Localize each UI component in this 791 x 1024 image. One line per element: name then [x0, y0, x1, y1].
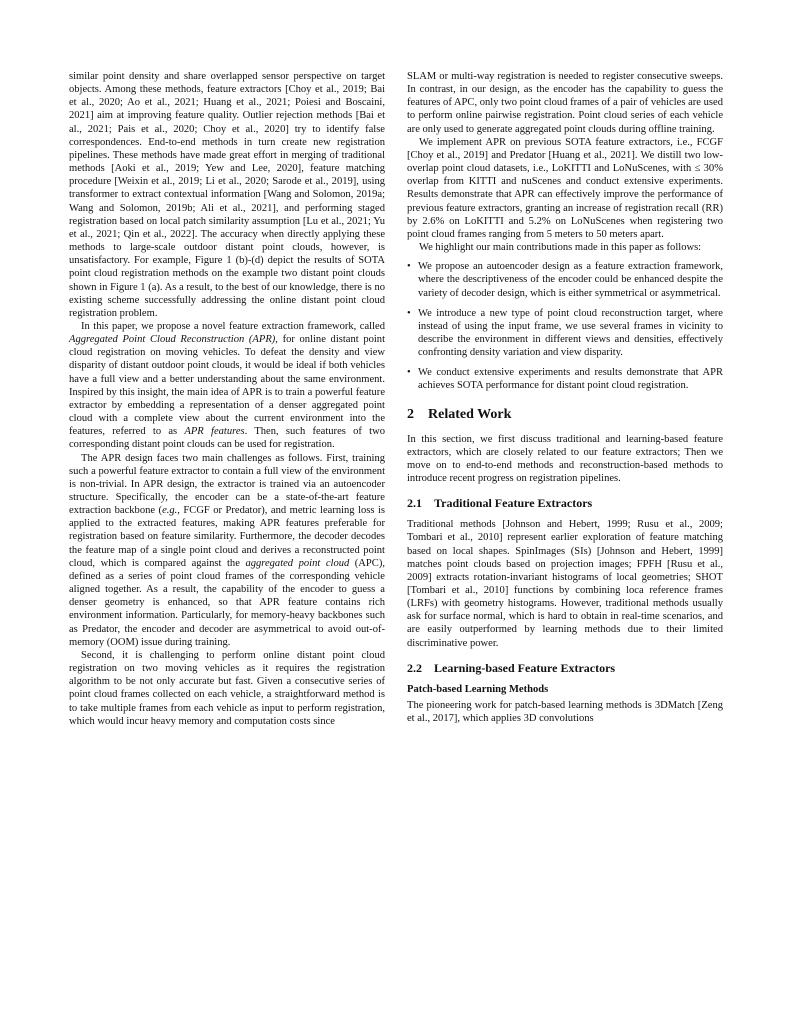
subsection-title: Traditional Feature Extractors [434, 496, 593, 511]
right-column [407, 70, 723, 725]
subsection-number: 2.1 [407, 496, 422, 511]
section-number: 2 [407, 406, 414, 422]
list-item [407, 260, 723, 299]
left-paragraph-2 [69, 320, 385, 452]
right-paragraph-3: We highlight our main contributions made in this paper as follows: [419, 242, 702, 254]
contributions-list [407, 260, 723, 392]
bullet-icon: • [407, 367, 411, 379]
text-run: The APR design faces two main challenges as follows. First, training such a powerful feature extractor to contain a full view of the environment is non-trivial. In APR design, the extractor is trained via an autoencoder structure. Specifically, the encoder can be a state-of-the-art feature extraction backbone ( [69, 452, 385, 517]
bullet-icon: • [407, 261, 411, 273]
left-paragraph-3 [69, 452, 385, 649]
right-paragraph-1: SLAM or multi-way registration is needed to register consecutive sweeps. In contrast, in our design, as the encoder has the capability to guess the features of APC, only two point cloud frames of a pair of vehicles are used to perform online pairwise registration. Point cloud series of each vehicle are only used to generate aggregated point clouds during offline training. [407, 71, 723, 135]
section-2-paragraph: In this section, we first discuss traditional and learning-based feature extractors, which are closely related to our feature extractors; Then we move on to end-to-end methods and reconstruction-based methods to introduce recent progress on registration pipelines. [407, 433, 723, 485]
list-item [407, 366, 723, 392]
paragraph-heading-patch-based: Patch-based Learning Methods [407, 683, 549, 695]
emphasis-apr-features: APR features [184, 426, 245, 438]
bullet-icon: • [407, 307, 411, 319]
section-2-1-paragraph: Traditional methods [Johnson and Hebert, 1999; Rusu et al., 2009; Tombari et al., 2010] represent earlier exploration of feature matching based on local shapes. SpinImages (SIs) [Johnson and Hebert, 1999] matches point clouds based on projection images; FPFH [Rusu et al., 2009] extracts rotation-invariant histograms of local geometries; SHOT [Tombari et al., 2010] functions by combining loca reference frames (LRFs) with geometry histograms. However, traditional methods usually ask for surface normal, which is hard to obtain in real-time scenarios, and are easily outperformed by learning methods due to their limited discriminative power. [407, 519, 723, 649]
text-run: In this paper, we propose a novel feature extraction framework, called [81, 320, 385, 332]
section-heading-related-work [407, 407, 723, 423]
left-paragraph-1: similar point density and share overlapped sensor perspective on target objects. Among these methods, feature extractors [Choy et al., 2019; Bai et al., 2020; Ao et al., 2021; Huang et al., 2021; Poiesi and Boscaini, 2021] aim at improving feature quality. Outlier rejection methods [Bai et al., 2021; Pais et al., 2020; Choy et al., 2020] try to identify false correspondences. End-to-end methods in turn create new registration pipelines. These methods have made great effort in merging of traditional methods [Aoki et al., 2019; Yew and Lee, 2020], feature matching procedure [Weixin et al., 2019; Li et al., 2020; Sarode et al., 2019], using transformer to extract contextual information [Wang and Solomon, 2019a; Wang and Solomon, 2019b; Ali et al., 2021], and performing staged registration based on local patch similarity assumption [Lu et al., 2021; Yu et al., 2021; Qin et al., 2022]. The accuracy when directly applying these methods to large-scale outdoor distant point clouds, however, is unsatisfactory. For example, Figure 1 (b)-(d) depict the results of SOTA point cloud registration methods on the example two distant point clouds shown in Figure 1 (a). As a result, to the best of our knowledge, there is no existing scheme successfully addressing the online distant point cloud registration problem. [69, 71, 385, 319]
text-run: (APC), defined as a series of point cloud frames of the corresponding vehicle aligned together. As a result, the capability of the encoder to guess a denser geometry is enhanced, so that APR feature contains rich environment information. Particularly, for memory-heavy backbones such as Predator, the encoder and decoder are asymmetrical to avoid out-of-memory (OOM) issue during training. [69, 557, 385, 648]
subsection-title: Learning-based Feature Extractors [434, 660, 616, 675]
emphasis-aggregated-point-cloud: aggregated point cloud [245, 557, 350, 569]
right-paragraph-2: We implement APR on previous SOTA feature extractors, i.e., FCGF [Choy et al., 2019] and Predator [Huang et al., 2021]. We distill two low-overlap point cloud datasets, i.e., LoKITTI and LoNuScenes, with ≤ 30% overlap from KITTI and nuScenes and conduct extensive experiments. Results demonstrate that APR can effectively improve the performance of previous feature extractors, granting an increase of registration recall (RR) by 2.6% on LoKITTI and 5.2% on LoNuScenes when registering two point cloud frames ranging from 5 meters to 50 meters apart. [407, 136, 723, 240]
left-paragraph-4: Second, it is challenging to perform online distant point cloud registration on two moving vehicles as it requires the registration algorithm to be not only accurate but fast. Given a consecutive series of point cloud frames collected on each vehicle, a straightforward method is to take multiple frames from each vehicle as input to perform registration, which would incur heavy memory and computation costs since [69, 649, 385, 727]
emphasis-method-name: Aggregated Point Cloud Reconstruction (APR) [69, 334, 276, 346]
section-title: Related Work [428, 406, 512, 422]
text-run: , FCGF or Predator), and metric learning loss is applied to the extracted features, making APR features preferable for registration based on feature similarity. Furthermore, the decoder decodes the feature map of a single point cloud and derives a reconstructed point cloud, which is compared against the [69, 505, 385, 569]
text-run: . Then, such features of two corresponding distant point clouds can be used for registration. [69, 426, 385, 451]
subsection-heading-learning [407, 661, 723, 675]
section-2-2-paragraph: The pioneering work for patch-based learning methods is 3DMatch [Zeng et al., 2017], which applies 3D convolutions [407, 699, 723, 725]
emphasis-eg: e.g. [162, 505, 178, 517]
list-item-text: We introduce a new type of point cloud reconstruction target, where instead of using the input frame, we use several frames in vicinity to describe the environment in different views and densities, effectively confronting density variation and view disparity. [418, 307, 723, 359]
list-item [407, 307, 723, 360]
text-run: , for online distant point cloud registration on moving vehicles. To defeat the density and view disparity of distant outdoor point clouds, it would be ideal if both vehicles have a full view and a better understanding about the same environment. Inspired by this insight, the main idea of APR is to train a powerful feature extractor by embedding a representation of a denser aggregated point cloud with a complete view about the current environment into the features, referred to as [69, 334, 385, 438]
list-item-text: We propose an autoencoder design as a feature extraction framework, where the descriptiveness of the encoder could be enhanced despite the variety of decoder design, which is either symmetrical or asymmetrical. [418, 261, 723, 299]
left-column [69, 70, 385, 728]
list-item-text: We conduct extensive experiments and results demonstrate that APR achieves SOTA performance for distant point cloud registration. [418, 367, 723, 392]
subsection-heading-traditional [407, 496, 723, 510]
subsection-number: 2.2 [407, 660, 422, 675]
